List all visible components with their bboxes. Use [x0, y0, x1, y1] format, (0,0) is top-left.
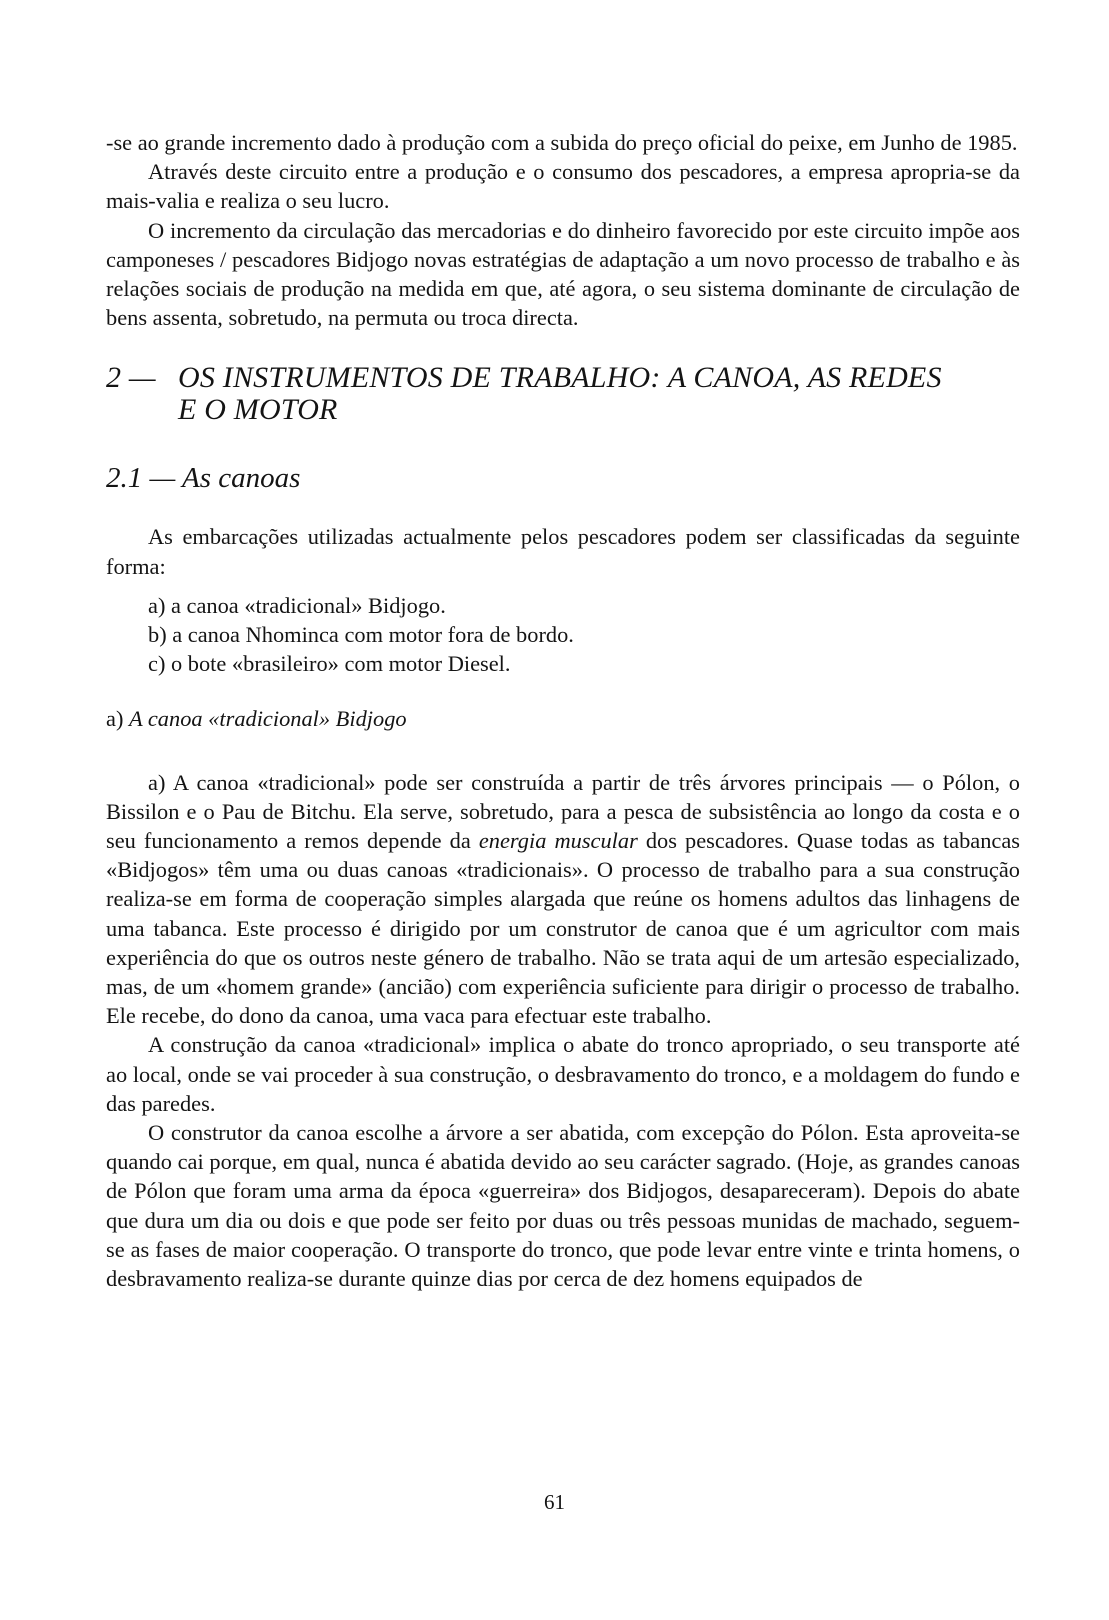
paragraph-circuito: Através deste circuito entre a produção e o consumo dos pescadores, a empresa apropria-se da mais-valia e realiza o seu lucro.: [106, 159, 1020, 214]
subsection-heading: 2.1 — As canoas: [106, 462, 301, 495]
list-item: c) o bote «brasileiro» com motor Diesel.: [148, 651, 511, 677]
subheading: [106, 704, 1020, 733]
emphasis-text: energia muscular: [478, 828, 638, 854]
list-item: b) a canoa Nhominca com motor fora de bordo.: [148, 622, 574, 648]
section-heading: [106, 362, 1020, 426]
paragraph-text: a) A canoa «tradicional» pode ser construída a partir de três árvores principais — o Pólon, o Bissilon e o Pau de Bitchu. Ela serve, sobretudo, para a pesca de subsistência ao longo da costa e o seu funcionamento a remos depende da: [106, 769, 1020, 854]
section-number: 2 —: [106, 361, 156, 395]
list-item: a) a canoa «tradicional» Bidjogo.: [148, 592, 446, 618]
paragraph-incremento: O incremento da circulação das mercadorias e do dinheiro favorecido por este circuito impõe aos camponeses / pescadores Bidjogo novas estratégias de adaptação a um novo processo de trabalho e às relações sociais de produção na medida em que, até agora, o seu sistema dominante de circulação de bens assenta, sobretudo, na permuta ou troca directa.: [106, 217, 1020, 331]
subheading-title: A canoa «tradicional» Bidjogo: [129, 706, 407, 732]
section-title-line1: OS INSTRUMENTOS DE TRABALHO: A CANOA, AS REDES: [178, 361, 942, 395]
paragraph-continuation: -se ao grande incremento dado à produção com a subida do preço oficial do peixe, em Junho de 1985.: [106, 130, 1018, 155]
boat-type-list: [106, 591, 1020, 679]
paragraph-construtor: O construtor da canoa escolhe a árvore a ser abatida, com excepção do Pólon. Esta aproveita-se quando cai porque, em qual, nunca é abatida devido ao seu carácter sagrado. (Hoje, as grandes canoas de Pólon que foram uma arma da época «guerreira» dos Bidjogos, desapareceram). Depois do abate que dura um dia ou dois e que pode ser feito por duas ou três pessoas munidas de machado, seguem-se as fases de maior cooperação. O transporte do tronco, que pode levar entre vinte e trinta homens, o desbravamento realiza-se durante quinze dias por cerca de dez homens equipados de: [106, 1120, 1020, 1292]
paragraph-text: dos pescadores. Quase todas as tabancas «Bidjogos» têm uma ou duas canoas «tradicionais». O processo de trabalho para a sua construção realiza-se em forma de cooperação simples alargada que reúne os homens adultos das linhagens de uma tabanca. Este processo é dirigido por um construtor de canoa que é um agricultor com mais experiência do que os outros neste género de trabalho. Não se trata aqui de um artesão especializado, mas, de um «homem grande» (ancião) com experiência suficiente para dirigir o processo de trabalho. Ele recebe, do dono da canoa, uma vaca para efectuar este trabalho.: [106, 828, 1020, 1029]
subheading-prefix: a): [106, 706, 129, 732]
paragraph-canoa-tradicional: [106, 768, 1020, 1031]
page-number: 61: [544, 1490, 565, 1514]
paragraph-construcao: A construção da canoa «tradicional» implica o abate do tronco apropriado, o seu transporte até ao local, onde se vai proceder à sua construção, o desbravamento do tronco, e a moldagem do fundo e das paredes.: [106, 1032, 1020, 1116]
paragraph-intro: As embarcações utilizadas actualmente pelos pescadores podem ser classificadas da seguinte forma:: [106, 524, 1020, 579]
page-body: [106, 128, 1020, 1293]
section-title-line2: E O MOTOR: [178, 393, 338, 427]
